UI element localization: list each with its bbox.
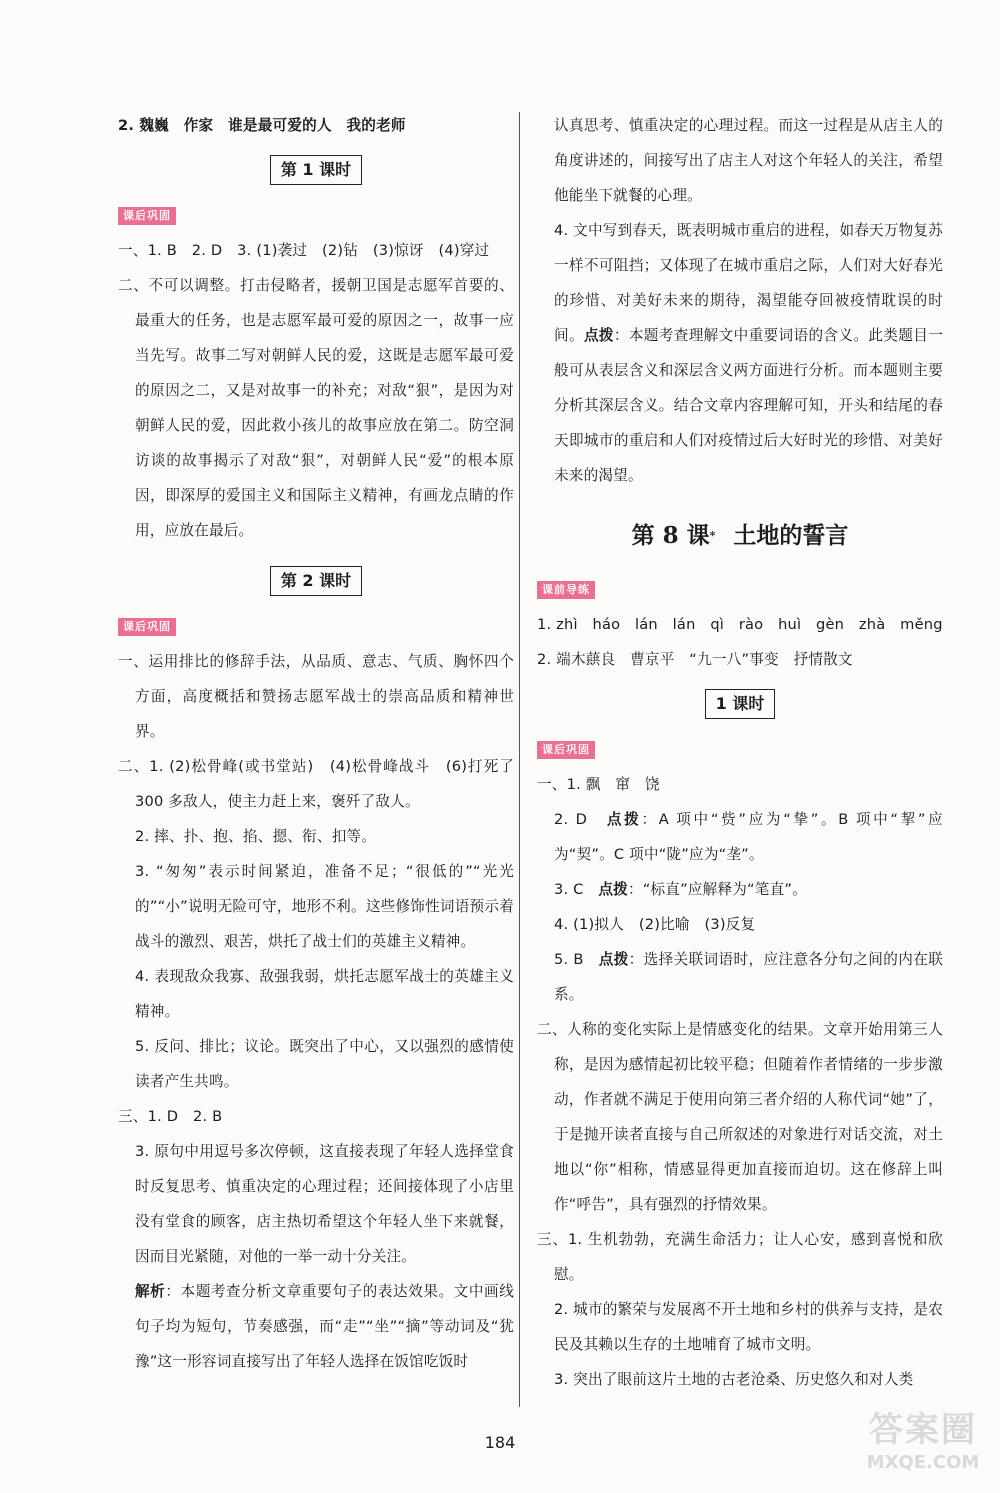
right-column xyxy=(537,108,943,1397)
answer-paragraph: 二、1. (2)松骨峰(或书堂站) (4)松骨峰战斗 (6)打死了 300 多敌人，使主力赶上来，褒歼了敌人。 xyxy=(118,758,514,810)
answer-paragraph: 一、1. B 2. D 3. (1)袭过 (2)钻 (3)惊讶 (4)穿过 xyxy=(118,242,490,259)
watermark-logo: 答案圈 MXQE.COM xyxy=(866,1410,980,1473)
section-tag: 课后巩固 xyxy=(537,741,595,759)
answer-paragraph: 三、1. D 2. B xyxy=(118,1108,223,1125)
answer-paragraph: 2. D 点拨：A 项中“赀”应为“挚”。B 项中“挈”应为“契”。C 项中“陇”应为“垄”。 xyxy=(554,811,943,863)
answer-paragraph: 二、不可以调整。打击侵略者，援朝卫国是志愿军首要的、最重大的任务，也是志愿军最可爱的原因之一，故事一应当先写。故事二写对朝鲜人民的爱，这既是志愿军最可爱的原因之二，又是对故事一的补充；对敌“狠”，是因为对朝鲜人民的爱，因此救小孩儿的故事应放在第二。防空洞访谈的故事揭示了对敌“狠”，对朝鲜人民“爱”的根本原因，即深厚的爱国主义和国际主义精神，有画龙点睛的作用，应放在最后。 xyxy=(118,277,514,539)
answer-paragraph: 2. 端木蕻良 曹京平 “九一八”事变 抒情散文 xyxy=(537,651,853,668)
section-1-heading: 第 1 课时 xyxy=(118,155,514,185)
answer-paragraph: 5. 反问、排比；议论。既突出了中心，又以强烈的感情使读者产生共鸣。 xyxy=(135,1038,514,1090)
analysis-paragraph: 解析：本题考查分析文章重要句子的表达效果。文中画线句子均为短句，节奏感强，而“走”“坐”“摘”等动词及“犹豫”这一形容词直接写出了年轻人选择在饭馆吃饭时 xyxy=(135,1283,514,1370)
answer-paragraph: 4. 表现敌众我寡、敌强我弱，烘托志愿军战士的英雄主义精神。 xyxy=(135,968,514,1020)
answer-paragraph: 3. 突出了眼前这片土地的古老沧桑、历史悠久和对人类 xyxy=(554,1371,914,1388)
intro-line: 2. 魏巍 作家 谁是最可爱的人 我的老师 xyxy=(118,117,406,134)
answer-paragraph: 二、人称的变化实际上是情感变化的结果。文章开始用第三人称，是因为感情起初比较平稳；但随着作者情绪的一步步激动，作者就不满足于使用向第三者介绍的人称代词“她”了，于是抛开读者直接与自己所叙述的对象进行对话交流，对土地以“你”相称，情感显得更加直接而迫切。这在修辞上叫作“呼告”，具有强烈的抒情效果。 xyxy=(537,1021,943,1213)
answer-paragraph: 4. (1)拟人 (2)比喻 (3)反复 xyxy=(554,916,756,933)
answer-paragraph: 3. C 点拨：“标直”应解释为“笔直”。 xyxy=(554,881,807,898)
column-divider xyxy=(519,112,520,1407)
answer-paragraph: 认真思考、慎重决定的心理过程。而这一过程是从店主人的角度讲述的，间接写出了店主人对这个年轻人的关注，希望他能坐下就餐的心理。 xyxy=(554,117,943,204)
left-column xyxy=(118,108,514,1379)
answer-paragraph: 4. 文中写到春天，既表明城市重启的进程，如春天万物复苏一样不可阻挡；又体现了在城市重启之际，人们对大好春光的珍惜、对美好未来的期待，渴望能夺回被疫情耽误的时间。点拨：本题考查理解文中重要词语的含义。此类题目一般可从表层含义和深层含义两方面进行分析。而本题则主要分析其深层含义。结合文章内容理解可知，开头和结尾的春天即城市的重启和人们对疫情过后大好时光的珍惜、对美好未来的渴望。 xyxy=(554,222,944,484)
answer-paragraph: 1. zhì háo lán lán qì rào huì gèn zhà měng xyxy=(537,616,943,633)
answer-paragraph: 一、运用排比的修辞手法，从品质、意志、气质、胸怀四个方面，高度概括和赞扬志愿军战士的崇高品质和精神世界。 xyxy=(118,653,514,740)
answer-paragraph: 2. 摔、扑、抱、掐、摁、衔、扣等。 xyxy=(135,828,377,845)
section-tag: 课后巩固 xyxy=(118,618,176,636)
answer-paragraph: 一、1. 飘 窜 饶 xyxy=(537,776,660,793)
answer-paragraph: 3. “匆匆”表示时间紧迫，准备不足；“很低的”“光光的”“小”说明无险可守，地形不利。这些修饰性词语预示着战斗的激烈、艰苦，烘托了战士们的英雄主义精神。 xyxy=(135,863,514,950)
page-number: 184 xyxy=(484,1433,516,1452)
lesson-title: 第 8 课* 土地的誓言 xyxy=(631,522,849,549)
answer-paragraph: 3. 原句中用逗号多次停顿，这直接表现了年轻人选择堂食时反复思考、慎重决定的心理过程；还间接体现了小店里没有堂食的顾客，店主热切希望这个年轻人坐下来就餐，因而目光紧随，对他的一举一动十分关注。 xyxy=(135,1143,514,1265)
answer-paragraph: 三、1. 生机勃勃，充满生命活力；让人心安，感到喜悦和欣慰。 xyxy=(537,1231,943,1283)
section-2-heading: 第 2 课时 xyxy=(118,566,514,596)
section-tag: 课后巩固 xyxy=(118,207,176,225)
answer-paragraph: 2. 城市的繁荣与发展离不开土地和乡村的供养与支持，是农民及其赖以生存的土地哺育了城市文明。 xyxy=(554,1301,944,1353)
section-tag: 课前导练 xyxy=(537,581,595,599)
answer-paragraph: 5. B 点拨：选择关联词语时，应注意各分句之间的内在联系。 xyxy=(554,951,943,1003)
section-heading: 1 课时 xyxy=(537,689,943,719)
